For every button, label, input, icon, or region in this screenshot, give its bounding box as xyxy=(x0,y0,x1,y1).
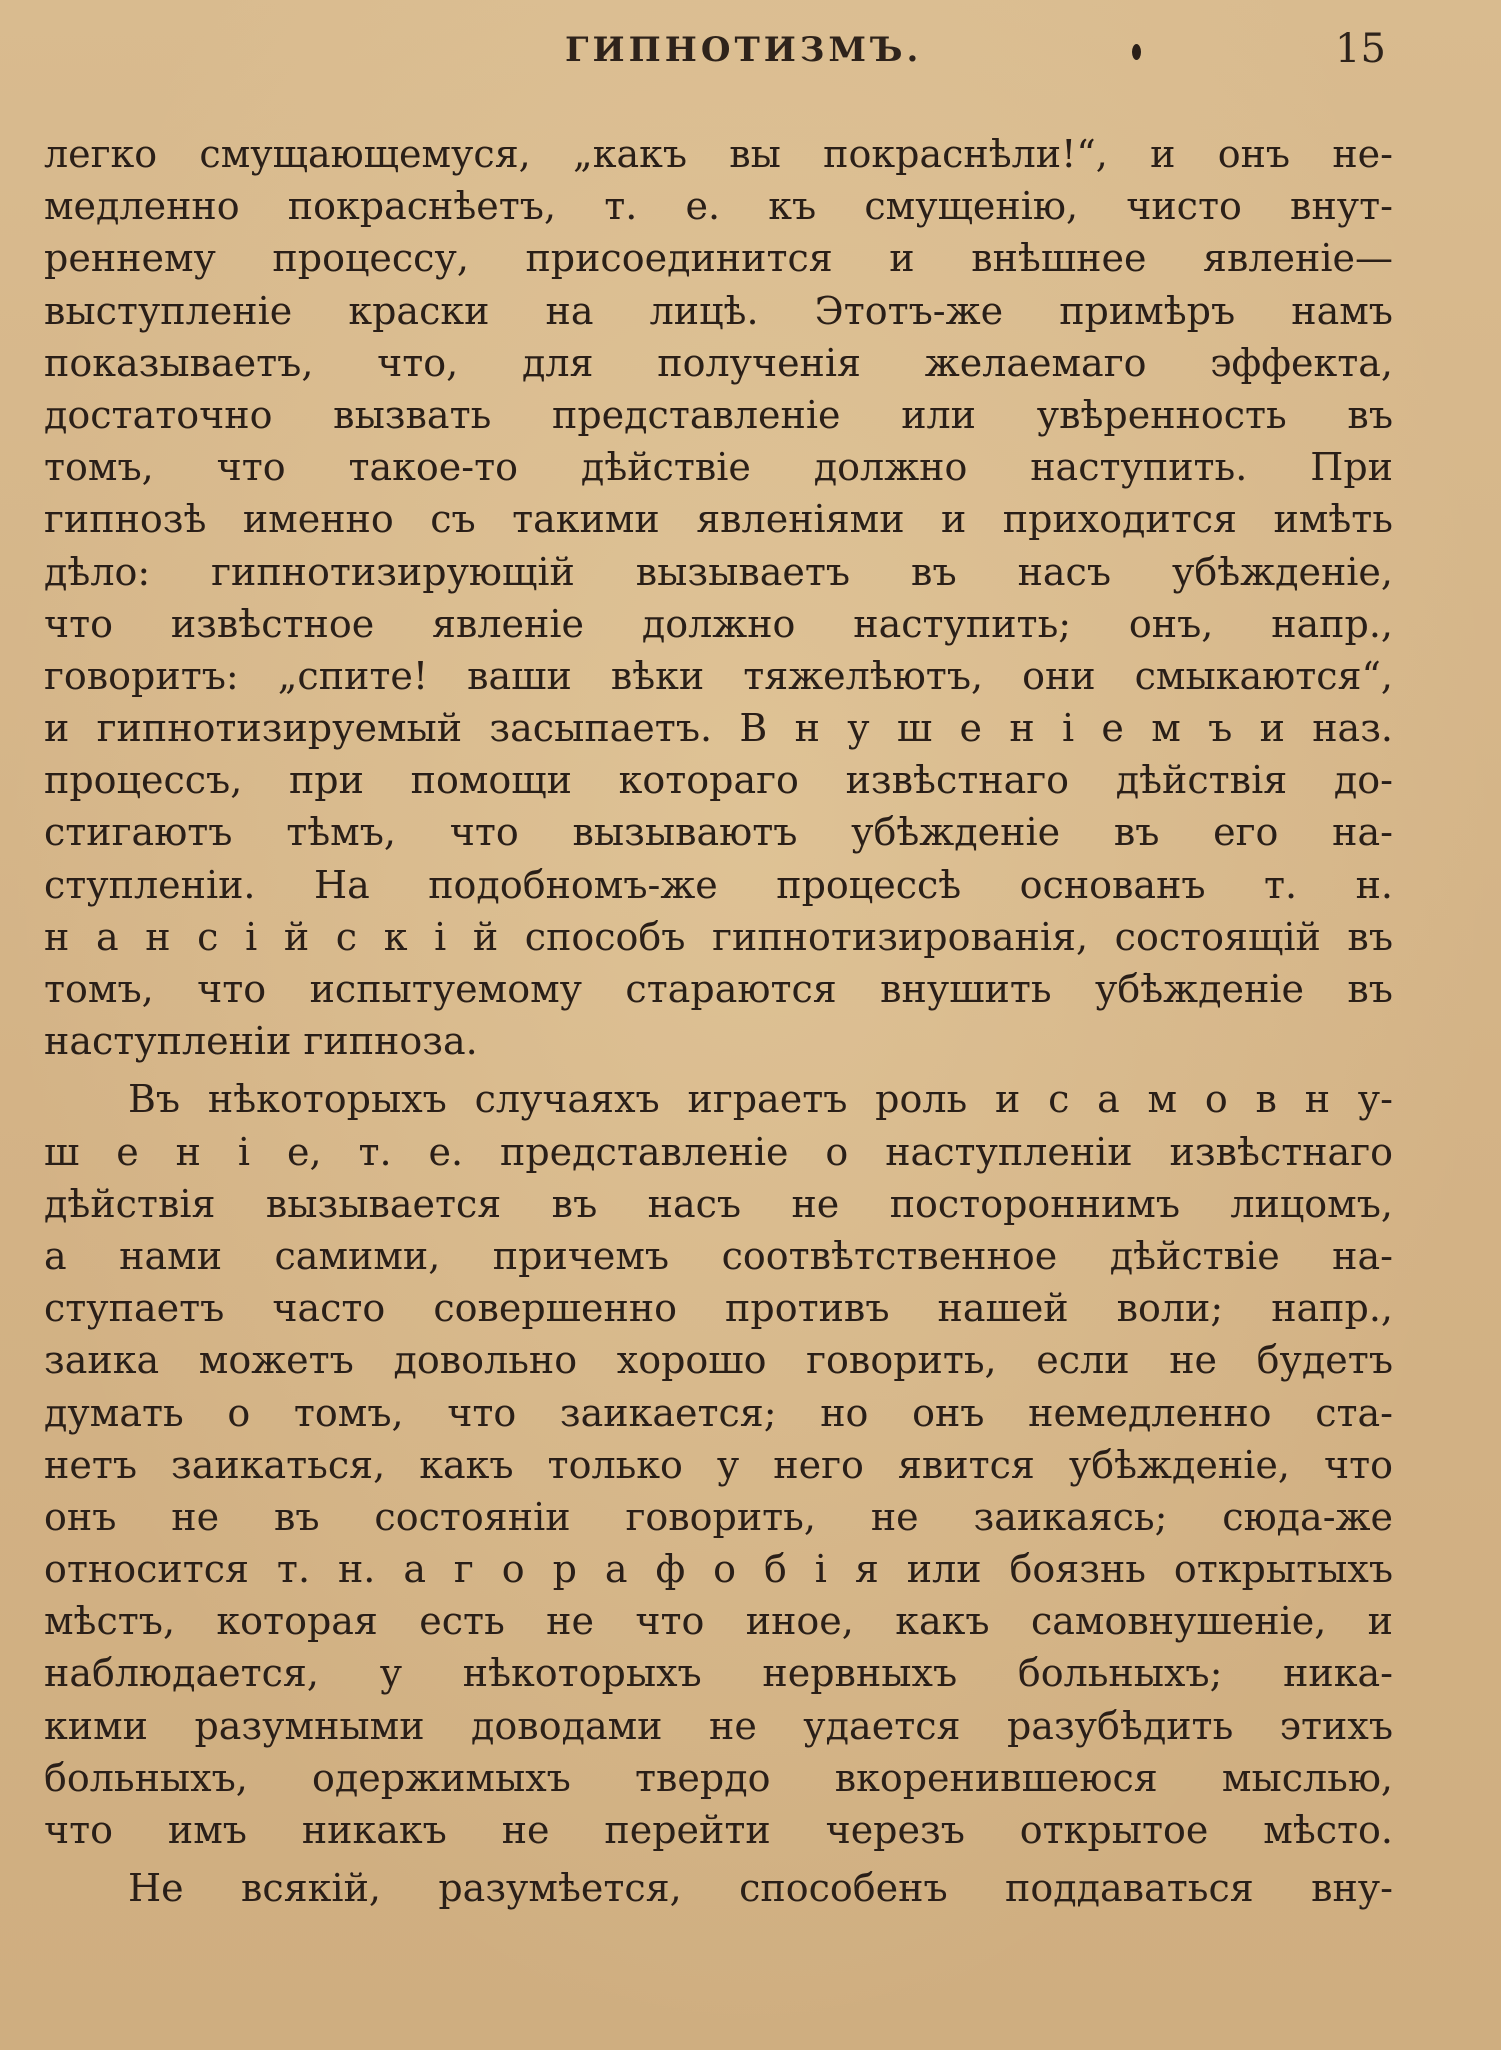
text-line: выступленіе краски на лицѣ. Этотъ-же примѣръ намъ xyxy=(44,288,1393,333)
text-line-paragraph-start: Въ нѣкоторыхъ случаяхъ играетъ роль и с а м о в н у- xyxy=(128,1077,1393,1122)
text-line: томъ, что испытуемому стараются внушить убѣжденіе въ xyxy=(44,967,1393,1011)
text-line: кими разумными доводами не удается разубѣдить этихъ xyxy=(44,1703,1393,1748)
text-line: реннему процессу, присоединится и внѣшнее явленіе— xyxy=(44,236,1393,281)
text-line: ступаетъ часто совершенно противъ нашей воли; напр., xyxy=(44,1286,1393,1331)
text-line: заика можетъ довольно хорошо говорить, если не будетъ xyxy=(44,1338,1393,1383)
text-line: наблюдается, у нѣкоторыхъ нервныхъ больныхъ; ника- xyxy=(44,1651,1393,1696)
running-title: ГИПНОТИЗМЪ. xyxy=(565,30,923,70)
text-line: достаточно вызвать представленіе или увѣренность въ xyxy=(44,392,1393,437)
text-line: что извѣстное явленіе должно наступить; онъ, напр., xyxy=(44,601,1393,646)
text-line: нетъ заикаться, какъ только у него явится убѣжденіе, что xyxy=(44,1442,1393,1487)
body-text xyxy=(44,128,1393,1914)
text-line: дѣло: гипнотизирующій вызываетъ въ насъ убѣжденіе, xyxy=(44,549,1393,594)
text-line: относится т. н. а г о р а ф о б і я или боязнь открытыхъ xyxy=(44,1547,1393,1592)
text-line: гипнозѣ именно съ такими явленіями и приходится имѣть xyxy=(44,497,1393,542)
page-number: 15 xyxy=(1335,26,1386,72)
ink-blot xyxy=(1132,44,1141,60)
text-line: а нами самими, причемъ соотвѣтственное дѣйствіе на- xyxy=(44,1233,1393,1278)
page-header xyxy=(0,24,1501,74)
text-line: больныхъ, одержимыхъ твердо вкоренившеюся мыслью, xyxy=(44,1755,1393,1800)
text-line: говоритъ: „спите! ваши вѣки тяжелѣютъ, они смыкаются“, xyxy=(44,653,1393,698)
text-line: ступленіи. На подобномъ-же процессѣ основанъ т. н. xyxy=(44,862,1393,907)
text-line: и гипнотизируемый засыпаетъ. В н у ш е н і е м ъ и наз. xyxy=(44,706,1393,751)
text-line: ш е н і е, т. е. представленіе о наступленіи извѣстнаго xyxy=(44,1129,1393,1174)
text-line: что имъ никакъ не перейти черезъ открытое мѣсто. xyxy=(44,1808,1393,1852)
text-line: медленно покраснѣетъ, т. е. къ смущенію, чисто внут- xyxy=(44,184,1393,229)
text-line: думать о томъ, что заикается; но онъ немедленно ста- xyxy=(44,1390,1393,1435)
text-line: онъ не въ состояніи говорить, не заикаясь; сюда-же xyxy=(44,1494,1393,1539)
text-line: легко смущающемуся, „какъ вы покраснѣли!“, и онъ не- xyxy=(44,132,1393,176)
text-line: мѣстъ, которая есть не что иное, какъ самовнушеніе, и xyxy=(44,1599,1393,1644)
text-line: стигаютъ тѣмъ, что вызываютъ убѣжденіе въ его на- xyxy=(44,810,1393,855)
text-line: дѣйствія вызывается въ насъ не постороннимъ лицомъ, xyxy=(44,1181,1393,1226)
text-line-paragraph-end: наступленіи гипноза. xyxy=(44,1019,478,1064)
text-line-paragraph-start: Не всякій, разумѣется, способенъ поддаваться вну- xyxy=(128,1866,1393,1911)
text-line: томъ, что такое-то дѣйствіе должно наступить. При xyxy=(44,445,1393,490)
text-line: н а н с і й с к і й способъ гипнотизированія, состоящій въ xyxy=(44,914,1393,959)
text-line: показываетъ, что, для полученія желаемаго эффекта, xyxy=(44,340,1393,385)
text-line: процессъ, при помощи котораго извѣстнаго дѣйствія до- xyxy=(44,758,1393,803)
